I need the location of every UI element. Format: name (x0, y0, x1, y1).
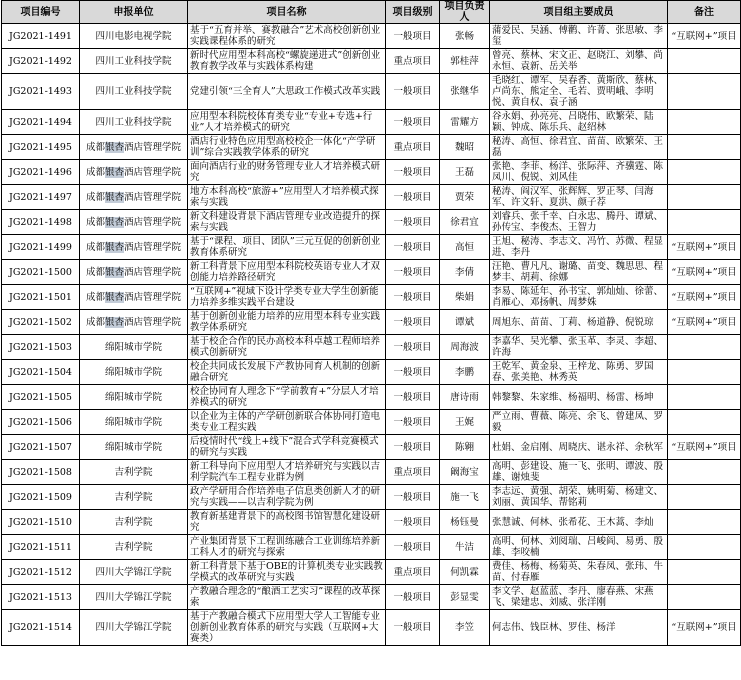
cell-members: 王旭、秘涛、李志文、冯竹、苏微、程显进、李丹 (490, 235, 668, 260)
cell-project-name: 基于创新创业能力培养的应用型本科专业实践教学体系研究 (188, 310, 386, 335)
cell-leader: 唐诗雨 (440, 385, 490, 410)
cell-members: 蒲爱民、吴涵、傅鹳、许菁、张思敏、李玺 (490, 24, 668, 49)
table-row (2, 385, 741, 410)
unit-text-pre: 四川工业科技学院 (95, 86, 172, 97)
unit-text-pre: 四川大学锦江学院 (95, 591, 172, 603)
unit-text-pre: 成都 (85, 166, 105, 178)
cell-members: 李易、陈延年、孙书宝、郭灿灿、徐蕾、肖雁心、邓扬帆、周梦姝 (490, 285, 668, 310)
cell-project-id: JG2021-1502 (2, 310, 80, 335)
cell-level: 一般项目 (386, 360, 440, 385)
table-row (2, 74, 741, 110)
cell-level: 一般项目 (386, 310, 440, 335)
cell-members: 高明、彭建设、施一飞、张明、谭波、殷雄、谢烛斐 (490, 460, 668, 485)
unit-text-highlight: 银杏 (104, 166, 124, 178)
cell-leader: 杨钰曼 (440, 510, 490, 535)
cell-level: 一般项目 (386, 385, 440, 410)
unit-text-highlight: 银杏 (104, 241, 124, 253)
cell-project-name: 基于“五育并举、赛教融合”艺术高校创新创业实践课程体系的研究 (188, 24, 386, 49)
cell-leader: 阚海宝 (440, 460, 490, 485)
table-row (2, 360, 741, 385)
cell-level: 一般项目 (386, 535, 440, 560)
cell-project-id: JG2021-1492 (2, 49, 80, 74)
table-row (2, 485, 741, 510)
cell-note (668, 535, 741, 560)
cell-leader: 彭显雯 (440, 585, 490, 610)
cell-project-name: 基于产教融合模式下应用型大学人工智能专业创新创业教育体系的研究与实践（互联网+大赛类） (188, 610, 386, 646)
cell-level: 重点项目 (386, 560, 440, 585)
table-row (2, 560, 741, 585)
table-row (2, 335, 741, 360)
cell-unit (80, 74, 188, 110)
cell-level: 一般项目 (386, 485, 440, 510)
cell-leader: 王娓 (440, 410, 490, 435)
cell-project-name: 校企共同成长发展下产教协同育人机制的创新融合研究 (188, 360, 386, 385)
cell-project-id: JG2021-1513 (2, 585, 80, 610)
cell-level: 一般项目 (386, 235, 440, 260)
cell-leader: 张继华 (440, 74, 490, 110)
cell-note (668, 49, 741, 74)
cell-members: 张艳、李菲、杨洋、张际萍、齐骥霆、陈凤川、倪锐、刘风佳 (490, 160, 668, 185)
cell-note (668, 335, 741, 360)
cell-note (668, 510, 741, 535)
cell-unit (80, 49, 188, 74)
header-note: 备注 (668, 1, 741, 24)
cell-note: “互联网+”项目 (668, 435, 741, 460)
cell-leader: 施一飞 (440, 485, 490, 510)
cell-project-name: 基于“课程、项目、团队”三元互促的创新创业教育体系研究 (188, 235, 386, 260)
unit-text-pre: 成都 (85, 191, 105, 203)
cell-note (668, 585, 741, 610)
cell-leader: 张畅 (440, 24, 490, 49)
header-row (2, 1, 741, 24)
cell-project-id: JG2021-1497 (2, 185, 80, 210)
cell-note: “互联网+”项目 (668, 235, 741, 260)
cell-leader: 何凯霖 (440, 560, 490, 585)
cell-unit (80, 510, 188, 535)
cell-unit (80, 360, 188, 385)
unit-text-pre: 成都 (85, 291, 105, 303)
unit-text-post: 酒店管理学院 (124, 266, 182, 278)
table-row (2, 210, 741, 235)
cell-project-name: “互联网+”视域下设计学类专业大学生创新能力培养多维实践平台建设 (188, 285, 386, 310)
cell-level: 一般项目 (386, 185, 440, 210)
cell-members: 何志伟、钱臣林、罗佳、杨洋 (490, 610, 668, 646)
cell-unit (80, 210, 188, 235)
cell-note: “互联网+”项目 (668, 24, 741, 49)
cell-members: 张慧诚、何林、张希花、王木蒿、李灿 (490, 510, 668, 535)
header-unit: 申报单位 (80, 1, 188, 24)
cell-project-id: JG2021-1500 (2, 260, 80, 285)
table-row (2, 260, 741, 285)
cell-members: 秘涛、阎汉军、张辉辉、罗正琴、闫海军、许文轩、夏洪、颜子荐 (490, 185, 668, 210)
cell-unit (80, 160, 188, 185)
unit-text-post: 酒店管理学院 (124, 316, 182, 328)
unit-text-pre: 成都 (85, 141, 105, 153)
unit-text-highlight: 银杏 (104, 191, 124, 203)
unit-text-pre: 吉利学院 (114, 491, 153, 503)
cell-project-name: 产教融合理念的“酿酒工艺实习”课程的改革探索 (188, 585, 386, 610)
cell-note (668, 560, 741, 585)
cell-level: 一般项目 (386, 260, 440, 285)
cell-level: 一般项目 (386, 74, 440, 110)
cell-unit (80, 235, 188, 260)
project-table (1, 0, 741, 646)
unit-text-pre: 绵阳城市学院 (104, 366, 162, 378)
cell-note (668, 210, 741, 235)
cell-unit (80, 535, 188, 560)
cell-project-name: 新工科背景下应用型本科院校英语专业人才双创能力培养路径研究 (188, 260, 386, 285)
cell-level: 一般项目 (386, 510, 440, 535)
table-row (2, 24, 741, 49)
cell-leader: 李鹏 (440, 360, 490, 385)
cell-members: 王乾军、黄金泉、王梓龙、陈勇、罗国春、张美艳、林秀英 (490, 360, 668, 385)
unit-text-pre: 四川大学锦江学院 (95, 566, 172, 578)
cell-note: “互联网+”项目 (668, 610, 741, 646)
cell-project-id: JG2021-1496 (2, 160, 80, 185)
header-leader: 项目负责人 (440, 1, 490, 24)
cell-level: 一般项目 (386, 610, 440, 646)
cell-level: 一般项目 (386, 160, 440, 185)
cell-project-id: JG2021-1508 (2, 460, 80, 485)
cell-level: 重点项目 (386, 460, 440, 485)
cell-project-name: 基于校企合作的民办高校本科卓越工程师培养模式创新研究 (188, 335, 386, 360)
cell-note (668, 485, 741, 510)
table-row (2, 585, 741, 610)
table-row (2, 285, 741, 310)
cell-project-name: 酒店行业特色应用型高校校企一体化“产学研训”综合实践教学体系的研究 (188, 135, 386, 160)
cell-leader: 魏昭 (440, 135, 490, 160)
cell-project-id: JG2021-1509 (2, 485, 80, 510)
table-row (2, 135, 741, 160)
cell-project-name: 新工科导向下应用型人才培养研究与实践以吉利学院汽车工程专业群为例 (188, 460, 386, 485)
cell-members: 李嘉华、吴光攀、张玉革、李灵、李超、许海 (490, 335, 668, 360)
cell-level: 重点项目 (386, 135, 440, 160)
table-row (2, 110, 741, 135)
cell-level: 一般项目 (386, 410, 440, 435)
cell-unit (80, 335, 188, 360)
cell-project-id: JG2021-1514 (2, 610, 80, 646)
cell-note (668, 410, 741, 435)
table-row (2, 610, 741, 646)
cell-note (668, 110, 741, 135)
cell-members: 韩黎黎、朱家维、杨福明、杨雷、杨坤 (490, 385, 668, 410)
unit-text-highlight: 银杏 (104, 316, 124, 328)
unit-text-pre: 绵阳城市学院 (104, 416, 162, 428)
cell-level: 一般项目 (386, 335, 440, 360)
cell-project-id: JG2021-1510 (2, 510, 80, 535)
unit-text-pre: 四川电影电视学院 (95, 30, 172, 42)
unit-text-post: 酒店管理学院 (124, 241, 182, 253)
unit-text-pre: 四川工业科技学院 (95, 55, 172, 67)
cell-note: “互联网+”项目 (668, 285, 741, 310)
table-row (2, 410, 741, 435)
table-row (2, 49, 741, 74)
table-row (2, 235, 741, 260)
cell-note (668, 160, 741, 185)
unit-text-pre: 成都 (85, 216, 105, 228)
cell-project-name: 政产学研用合作培养电子信息类创新人才的研究与实践——以吉利学院为例 (188, 485, 386, 510)
unit-text-post: 酒店管理学院 (124, 141, 182, 153)
cell-members: 费佳、杨梅、杨菊英、朱春凤、张玮、牛苗、付春雁 (490, 560, 668, 585)
unit-text-post: 酒店管理学院 (124, 191, 182, 203)
cell-note (668, 460, 741, 485)
cell-project-id: JG2021-1511 (2, 535, 80, 560)
cell-project-name: 地方本科高校“旅游+”应用型人才培养模式探索与实践 (188, 185, 386, 210)
header-level: 项目级别 (386, 1, 440, 24)
cell-unit (80, 485, 188, 510)
cell-unit (80, 260, 188, 285)
cell-unit (80, 310, 188, 335)
cell-project-name: 产业集团背景下工程训练融合工业训练培养新工科人才的研究与探索 (188, 535, 386, 560)
cell-note (668, 135, 741, 160)
cell-note (668, 74, 741, 110)
cell-project-id: JG2021-1504 (2, 360, 80, 385)
cell-project-name: 党建引领“三全育人”大思政工作模式改革实践 (188, 74, 386, 110)
cell-note (668, 185, 741, 210)
header-project-id: 项目编号 (2, 1, 80, 24)
unit-text-highlight: 银杏 (104, 141, 124, 153)
cell-project-id: JG2021-1499 (2, 235, 80, 260)
unit-text-pre: 成都 (85, 266, 105, 278)
table-row (2, 510, 741, 535)
unit-text-highlight: 银杏 (104, 266, 124, 278)
unit-text-pre: 成都 (85, 241, 105, 253)
cell-level: 一般项目 (386, 210, 440, 235)
cell-project-name: 教育新基建背景下的高校图书馆智慧化建设研究 (188, 510, 386, 535)
unit-text-highlight: 银杏 (104, 216, 124, 228)
unit-text-pre: 绵阳城市学院 (104, 441, 162, 453)
cell-leader: 徐君宜 (440, 210, 490, 235)
header-members: 项目组主要成员 (490, 1, 668, 24)
cell-project-name: 以企业为主体的产学研创新联合体协同打造电类专业工程实践 (188, 410, 386, 435)
unit-text-post: 酒店管理学院 (124, 166, 182, 178)
cell-level: 一般项目 (386, 110, 440, 135)
cell-project-name: 校企协同育人理念下“学前教育+”分层人才培养模式的研究 (188, 385, 386, 410)
cell-unit (80, 460, 188, 485)
unit-text-pre: 四川大学锦江学院 (95, 622, 172, 633)
cell-leader: 贾荣 (440, 185, 490, 210)
cell-leader: 陈翱 (440, 435, 490, 460)
cell-leader: 李倩 (440, 260, 490, 285)
cell-leader: 王磊 (440, 160, 490, 185)
cell-project-id: JG2021-1507 (2, 435, 80, 460)
cell-unit (80, 585, 188, 610)
cell-unit (80, 385, 188, 410)
cell-unit (80, 110, 188, 135)
unit-text-pre: 吉利学院 (114, 516, 153, 528)
cell-leader: 谭斌 (440, 310, 490, 335)
cell-members: 李志远、黄强、胡荣、姚明菊、杨建文、刘丽、黄国华、帮铭莉 (490, 485, 668, 510)
cell-leader: 牛洁 (440, 535, 490, 560)
cell-note (668, 385, 741, 410)
cell-level: 重点项目 (386, 49, 440, 74)
table-row (2, 185, 741, 210)
cell-leader: 雷耀方 (440, 110, 490, 135)
cell-project-id: JG2021-1494 (2, 110, 80, 135)
table-row (2, 460, 741, 485)
cell-unit (80, 435, 188, 460)
cell-project-name: 新工科背景下基于OBE的计算机类专业实践教学模式的改革研究与实践 (188, 560, 386, 585)
table-body (2, 24, 741, 646)
cell-project-id: JG2021-1498 (2, 210, 80, 235)
cell-members: 严立雨、曹薇、陈亮、余飞、曾建凤、罗毅 (490, 410, 668, 435)
table-row (2, 160, 741, 185)
cell-members: 杜娟、金启刚、周晓庆、谌永祥、余秋军 (490, 435, 668, 460)
cell-project-id: JG2021-1493 (2, 74, 80, 110)
unit-text-post: 酒店管理学院 (124, 291, 182, 303)
cell-project-id: JG2021-1501 (2, 285, 80, 310)
cell-note: “互联网+”项目 (668, 310, 741, 335)
cell-leader: 高恒 (440, 235, 490, 260)
cell-unit (80, 24, 188, 49)
cell-project-name: 新文科建设背景下酒店管理专业改造提升的探索与实践 (188, 210, 386, 235)
unit-text-pre: 成都 (85, 316, 105, 328)
cell-members: 秘涛、高恒、徐君宜、苗苗、欧繁荣、王磊 (490, 135, 668, 160)
unit-text-post: 酒店管理学院 (124, 216, 182, 228)
cell-level: 一般项目 (386, 435, 440, 460)
cell-project-id: JG2021-1503 (2, 335, 80, 360)
cell-members: 毛晓红、谭军、吴春香、黄斯欣、蔡林、卢尚东、熊定全、毛若、贾明峨、李明悦、黄自权、袁子涵 (490, 74, 668, 110)
cell-members: 汪艳、曹凡凡、谢璐、苗变、魏思思、程梦丰、胡莉、徐娜 (490, 260, 668, 285)
cell-level: 一般项目 (386, 285, 440, 310)
cell-project-name: 新时代应用型本科高校“螺旋递进式”创新创业教育教学改革与实践体系构建 (188, 49, 386, 74)
unit-text-pre: 吉利学院 (114, 541, 153, 553)
cell-project-id: JG2021-1491 (2, 24, 80, 49)
cell-project-id: JG2021-1495 (2, 135, 80, 160)
cell-project-id: JG2021-1506 (2, 410, 80, 435)
unit-text-pre: 吉利学院 (114, 466, 153, 478)
cell-unit (80, 560, 188, 585)
cell-members: 高明、何林、刘阅瑞、吕峻阎、易勇、殷雄、李咬楠 (490, 535, 668, 560)
cell-project-id: JG2021-1512 (2, 560, 80, 585)
cell-unit (80, 185, 188, 210)
table-row (2, 435, 741, 460)
cell-leader: 周海波 (440, 335, 490, 360)
cell-project-name: 后疫情时代“线上+线下”混合式学科竞赛模式的研究与实践 (188, 435, 386, 460)
unit-text-pre: 绵阳城市学院 (104, 341, 162, 353)
cell-project-id: JG2021-1505 (2, 385, 80, 410)
cell-level: 一般项目 (386, 585, 440, 610)
cell-unit (80, 410, 188, 435)
unit-text-highlight: 银杏 (104, 291, 124, 303)
cell-unit (80, 135, 188, 160)
cell-members: 谷永娟、孙亮亮、吕晓伟、欧繁荣、陆颖、钟成、陈乐兵、赵绍林 (490, 110, 668, 135)
cell-unit (80, 285, 188, 310)
table-row (2, 535, 741, 560)
cell-members: 周旭东、苗苗、丁莉、杨道静、倪锐琼 (490, 310, 668, 335)
cell-leader: 李笠 (440, 610, 490, 646)
unit-text-pre: 四川工业科技学院 (95, 116, 172, 128)
cell-members: 曾亮、蔡林、宋文正、赵晓江、刘攀、尚永恒、袁新、岳关举 (490, 49, 668, 74)
cell-members: 李文学、赵蓝蓝、李丹、廖春燕、宋燕飞、梁建忠、刘威、张洋刚 (490, 585, 668, 610)
cell-leader: 郭桂萍 (440, 49, 490, 74)
table-header (2, 1, 741, 24)
cell-note (668, 360, 741, 385)
cell-unit (80, 610, 188, 646)
unit-text-pre: 绵阳城市学院 (104, 391, 162, 403)
cell-note: “互联网+”项目 (668, 260, 741, 285)
table-row (2, 310, 741, 335)
cell-members: 刘睿兵、张千幸、白永忠、腾丹、谭斌、孙传宝、李俊杰、王智力 (490, 210, 668, 235)
cell-project-name: 应用型本科院校体育类专业“专业+专选+行业”人才培养模式的研究 (188, 110, 386, 135)
cell-leader: 柴娟 (440, 285, 490, 310)
cell-level: 一般项目 (386, 24, 440, 49)
header-project-name: 项目名称 (188, 1, 386, 24)
cell-project-name: 面向酒店行业的财务管理专业人才培养模式研究 (188, 160, 386, 185)
